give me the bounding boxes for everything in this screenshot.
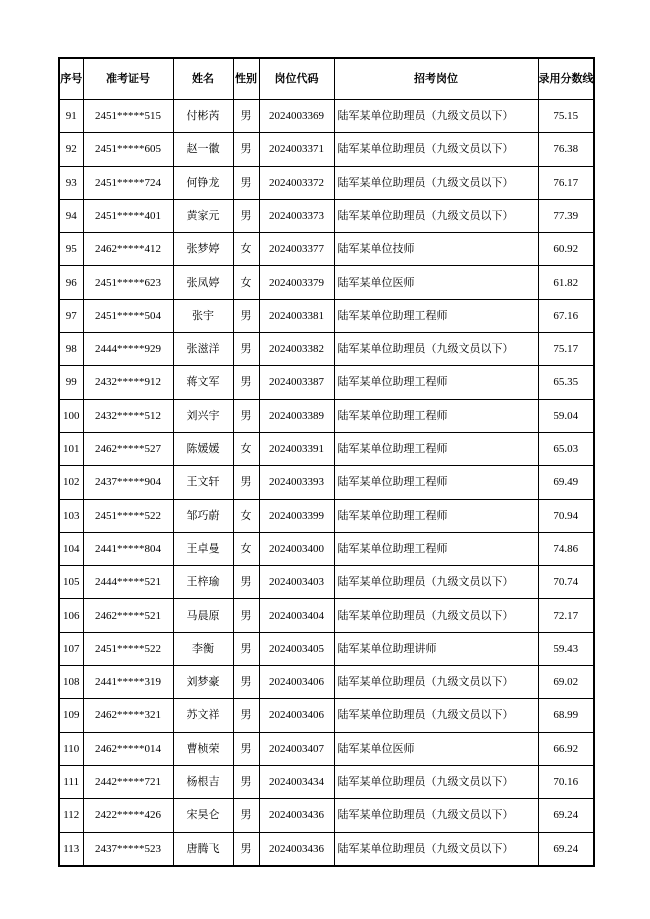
cell-code: 2024003371 — [259, 133, 334, 166]
cell-name: 唐腾飞 — [173, 832, 233, 866]
table-row — [59, 199, 594, 232]
cell-ticket: 2451*****504 — [83, 299, 173, 332]
cell-ticket: 2462*****014 — [83, 732, 173, 765]
cell-position: 陆军某单位助理工程师 — [334, 532, 538, 565]
cell-gender: 男 — [233, 699, 259, 732]
cell-gender: 男 — [233, 765, 259, 798]
admission-score-table — [58, 57, 595, 867]
cell-no: 106 — [59, 599, 83, 632]
table-row — [59, 399, 594, 432]
cell-no: 113 — [59, 832, 83, 866]
cell-score: 70.16 — [538, 765, 594, 798]
table-row — [59, 466, 594, 499]
cell-ticket: 2451*****605 — [83, 133, 173, 166]
cell-no: 98 — [59, 333, 83, 366]
cell-gender: 男 — [233, 832, 259, 866]
cell-no: 97 — [59, 299, 83, 332]
cell-code: 2024003382 — [259, 333, 334, 366]
cell-position: 陆军某单位助理工程师 — [334, 299, 538, 332]
cell-score: 66.92 — [538, 732, 594, 765]
cell-position: 陆军某单位助理员（九级文员以下） — [334, 133, 538, 166]
cell-gender: 女 — [233, 499, 259, 532]
cell-name: 黄家元 — [173, 199, 233, 232]
cell-name: 王文轩 — [173, 466, 233, 499]
cell-code: 2024003436 — [259, 799, 334, 832]
cell-position: 陆军某单位助理员（九级文员以下） — [334, 100, 538, 133]
cell-gender: 男 — [233, 566, 259, 599]
table-header-row — [59, 58, 594, 100]
cell-position: 陆军某单位助理讲师 — [334, 632, 538, 665]
cell-ticket: 2462*****321 — [83, 699, 173, 732]
cell-ticket: 2451*****515 — [83, 100, 173, 133]
cell-gender: 男 — [233, 732, 259, 765]
cell-score: 68.99 — [538, 699, 594, 732]
cell-gender: 女 — [233, 233, 259, 266]
cell-code: 2024003372 — [259, 166, 334, 199]
cell-code: 2024003393 — [259, 466, 334, 499]
table-row — [59, 266, 594, 299]
cell-position: 陆军某单位助理员（九级文员以下） — [334, 599, 538, 632]
cell-ticket: 2451*****623 — [83, 266, 173, 299]
cell-code: 2024003389 — [259, 399, 334, 432]
cell-ticket: 2442*****721 — [83, 765, 173, 798]
header-cell-score: 录用分数线 — [538, 58, 594, 100]
cell-gender: 男 — [233, 666, 259, 699]
cell-ticket: 2422*****426 — [83, 799, 173, 832]
cell-code: 2024003406 — [259, 666, 334, 699]
cell-score: 74.86 — [538, 532, 594, 565]
cell-name: 付彬芮 — [173, 100, 233, 133]
cell-no: 102 — [59, 466, 83, 499]
cell-score: 65.03 — [538, 432, 594, 465]
table-row — [59, 632, 594, 665]
cell-gender: 女 — [233, 432, 259, 465]
cell-code: 2024003403 — [259, 566, 334, 599]
cell-name: 刘梦豪 — [173, 666, 233, 699]
cell-code: 2024003369 — [259, 100, 334, 133]
cell-no: 95 — [59, 233, 83, 266]
table-row — [59, 599, 594, 632]
cell-score: 69.49 — [538, 466, 594, 499]
cell-no: 93 — [59, 166, 83, 199]
cell-no: 92 — [59, 133, 83, 166]
cell-code: 2024003405 — [259, 632, 334, 665]
table-row — [59, 732, 594, 765]
cell-no: 99 — [59, 366, 83, 399]
cell-position: 陆军某单位医师 — [334, 732, 538, 765]
cell-score: 69.24 — [538, 832, 594, 866]
cell-no: 100 — [59, 399, 83, 432]
table-row — [59, 432, 594, 465]
cell-score: 60.92 — [538, 233, 594, 266]
cell-position: 陆军某单位助理工程师 — [334, 466, 538, 499]
table-row — [59, 366, 594, 399]
cell-gender: 男 — [233, 133, 259, 166]
header-cell-no: 序号 — [59, 58, 83, 100]
cell-position: 陆军某单位助理员（九级文员以下） — [334, 765, 538, 798]
cell-score: 75.17 — [538, 333, 594, 366]
table-row — [59, 133, 594, 166]
cell-position: 陆军某单位助理工程师 — [334, 432, 538, 465]
cell-position: 陆军某单位助理员（九级文员以下） — [334, 832, 538, 866]
cell-score: 59.04 — [538, 399, 594, 432]
cell-name: 杨根吉 — [173, 765, 233, 798]
cell-score: 65.35 — [538, 366, 594, 399]
cell-no: 94 — [59, 199, 83, 232]
cell-name: 邹巧蔚 — [173, 499, 233, 532]
cell-name: 苏文祥 — [173, 699, 233, 732]
cell-position: 陆军某单位助理员（九级文员以下） — [334, 333, 538, 366]
table-row — [59, 499, 594, 532]
cell-name: 李衡 — [173, 632, 233, 665]
cell-position: 陆军某单位助理员（九级文员以下） — [334, 166, 538, 199]
cell-score: 76.38 — [538, 133, 594, 166]
cell-code: 2024003387 — [259, 366, 334, 399]
cell-code: 2024003406 — [259, 699, 334, 732]
cell-no: 104 — [59, 532, 83, 565]
table-row — [59, 532, 594, 565]
cell-name: 王卓曼 — [173, 532, 233, 565]
cell-name: 赵一徽 — [173, 133, 233, 166]
cell-ticket: 2432*****512 — [83, 399, 173, 432]
cell-no: 101 — [59, 432, 83, 465]
cell-no: 112 — [59, 799, 83, 832]
cell-no: 96 — [59, 266, 83, 299]
cell-gender: 男 — [233, 599, 259, 632]
cell-position: 陆军某单位助理员（九级文员以下） — [334, 666, 538, 699]
cell-no: 108 — [59, 666, 83, 699]
table-row — [59, 832, 594, 866]
cell-code: 2024003434 — [259, 765, 334, 798]
cell-position: 陆军某单位技师 — [334, 233, 538, 266]
cell-no: 109 — [59, 699, 83, 732]
cell-no: 103 — [59, 499, 83, 532]
cell-score: 77.39 — [538, 199, 594, 232]
cell-no: 110 — [59, 732, 83, 765]
cell-gender: 男 — [233, 333, 259, 366]
cell-code: 2024003379 — [259, 266, 334, 299]
cell-name: 何铮龙 — [173, 166, 233, 199]
cell-code: 2024003436 — [259, 832, 334, 866]
cell-score: 67.16 — [538, 299, 594, 332]
cell-gender: 男 — [233, 399, 259, 432]
cell-gender: 男 — [233, 632, 259, 665]
cell-position: 陆军某单位助理工程师 — [334, 399, 538, 432]
cell-code: 2024003373 — [259, 199, 334, 232]
cell-name: 宋昊仑 — [173, 799, 233, 832]
cell-position: 陆军某单位医师 — [334, 266, 538, 299]
table-row — [59, 233, 594, 266]
table-row — [59, 299, 594, 332]
cell-code: 2024003404 — [259, 599, 334, 632]
cell-score: 76.17 — [538, 166, 594, 199]
cell-name: 王梓瑜 — [173, 566, 233, 599]
cell-ticket: 2451*****401 — [83, 199, 173, 232]
cell-name: 张凤婷 — [173, 266, 233, 299]
table-row — [59, 100, 594, 133]
cell-score: 75.15 — [538, 100, 594, 133]
table-row — [59, 166, 594, 199]
cell-ticket: 2441*****804 — [83, 532, 173, 565]
cell-name: 陈媛媛 — [173, 432, 233, 465]
cell-code: 2024003399 — [259, 499, 334, 532]
cell-score: 69.24 — [538, 799, 594, 832]
cell-gender: 男 — [233, 199, 259, 232]
cell-ticket: 2441*****319 — [83, 666, 173, 699]
cell-ticket: 2451*****724 — [83, 166, 173, 199]
cell-score: 70.74 — [538, 566, 594, 599]
table-body — [59, 100, 594, 866]
table-row — [59, 666, 594, 699]
cell-ticket: 2437*****904 — [83, 466, 173, 499]
cell-ticket: 2444*****521 — [83, 566, 173, 599]
cell-ticket: 2451*****522 — [83, 499, 173, 532]
cell-ticket: 2437*****523 — [83, 832, 173, 866]
table-row — [59, 699, 594, 732]
cell-no: 111 — [59, 765, 83, 798]
cell-position: 陆军某单位助理工程师 — [334, 366, 538, 399]
cell-gender: 男 — [233, 466, 259, 499]
cell-name: 蒋文军 — [173, 366, 233, 399]
cell-position: 陆军某单位助理员（九级文员以下） — [334, 699, 538, 732]
cell-ticket: 2462*****527 — [83, 432, 173, 465]
cell-no: 105 — [59, 566, 83, 599]
header-cell-position: 招考岗位 — [334, 58, 538, 100]
table-row — [59, 566, 594, 599]
cell-score: 70.94 — [538, 499, 594, 532]
cell-position: 陆军某单位助理员（九级文员以下） — [334, 566, 538, 599]
header-cell-gender: 性别 — [233, 58, 259, 100]
cell-no: 107 — [59, 632, 83, 665]
cell-score: 59.43 — [538, 632, 594, 665]
header-cell-code: 岗位代码 — [259, 58, 334, 100]
table-row — [59, 765, 594, 798]
cell-gender: 男 — [233, 299, 259, 332]
cell-ticket: 2432*****912 — [83, 366, 173, 399]
cell-name: 刘兴宇 — [173, 399, 233, 432]
cell-gender: 男 — [233, 799, 259, 832]
cell-code: 2024003400 — [259, 532, 334, 565]
cell-ticket: 2444*****929 — [83, 333, 173, 366]
cell-ticket: 2462*****521 — [83, 599, 173, 632]
cell-name: 曹桢荣 — [173, 732, 233, 765]
cell-gender: 男 — [233, 166, 259, 199]
cell-gender: 男 — [233, 100, 259, 133]
cell-score: 69.02 — [538, 666, 594, 699]
header-cell-ticket: 准考证号 — [83, 58, 173, 100]
cell-name: 张宇 — [173, 299, 233, 332]
cell-gender: 男 — [233, 366, 259, 399]
cell-ticket: 2451*****522 — [83, 632, 173, 665]
cell-position: 陆军某单位助理员（九级文员以下） — [334, 799, 538, 832]
cell-gender: 女 — [233, 266, 259, 299]
cell-score: 72.17 — [538, 599, 594, 632]
cell-ticket: 2462*****412 — [83, 233, 173, 266]
cell-code: 2024003391 — [259, 432, 334, 465]
cell-position: 陆军某单位助理员（九级文员以下） — [334, 199, 538, 232]
cell-score: 61.82 — [538, 266, 594, 299]
cell-gender: 女 — [233, 532, 259, 565]
cell-name: 马晨原 — [173, 599, 233, 632]
header-cell-name: 姓名 — [173, 58, 233, 100]
cell-name: 张滋洋 — [173, 333, 233, 366]
cell-code: 2024003381 — [259, 299, 334, 332]
cell-position: 陆军某单位助理工程师 — [334, 499, 538, 532]
cell-code: 2024003377 — [259, 233, 334, 266]
table-row — [59, 333, 594, 366]
table-row — [59, 799, 594, 832]
cell-code: 2024003407 — [259, 732, 334, 765]
cell-name: 张梦婷 — [173, 233, 233, 266]
cell-no: 91 — [59, 100, 83, 133]
